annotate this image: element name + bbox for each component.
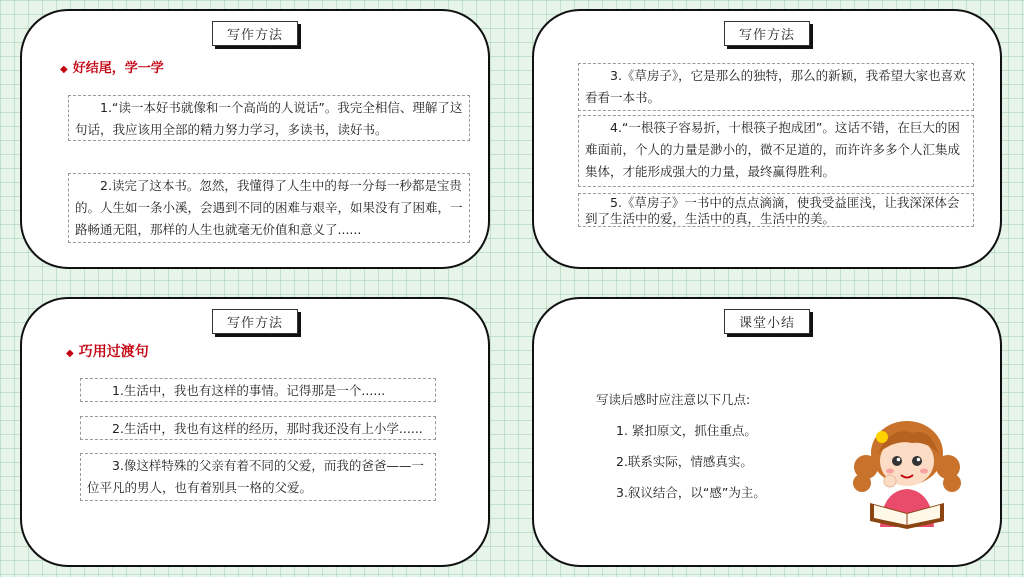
subheading (60, 57, 164, 76)
summary-intro: 写读后感时应注意以下几点: (596, 392, 751, 407)
panel-transition-sentences (20, 297, 490, 567)
panel-title-tag: 写作方法 (212, 21, 298, 46)
panel-good-ending (20, 9, 490, 269)
subheading-text: 好结尾，学一学 (72, 61, 164, 76)
transition-box-1: 1.生活中，我也有这样的事情。记得那是一个...... (80, 378, 436, 402)
panel-good-ending-continued (532, 9, 1002, 269)
panel-title-tag: 写作方法 (724, 21, 810, 46)
summary-point-1: 1. 紧扣原文，抓住重点。 (616, 423, 757, 438)
example-box-5: 5.《草房子》一书中的点点滴滴，使我受益匪浅，让我深深体会到了生活中的爱，生活中的真，生活中的美。 (578, 193, 974, 227)
example-box-4: 4.“一根筷子容易折，十根筷子抱成团”。这话不错，在巨大的困难面前，个人的力量是渺小的，微不足道的，而许许多多个人汇集成集体，才能形成强大的力量，最终赢得胜利。 (578, 115, 974, 187)
diamond-icon: ◆ (60, 64, 68, 75)
subheading-text: 巧用过渡句 (78, 344, 149, 360)
summary-point-2: 2.联系实际，情感真实。 (616, 454, 753, 469)
summary-point-3: 3.叙议结合，以“感”为主。 (616, 485, 766, 500)
reading-girl-illustration (852, 417, 962, 529)
subheading (66, 341, 149, 361)
example-box-1: 1.“读一本好书就像和一个高尚的人说话”。我完全相信、理解了这句话，我应该用全部的精力努力学习，多读书，读好书。 (68, 95, 470, 141)
transition-box-2: 2.生活中，我也有这样的经历，那时我还没有上小学...... (80, 416, 436, 440)
example-box-3: 3.《草房子》，它是那么的独特，那么的新颖，我希望大家也喜欢看看一本书。 (578, 63, 974, 111)
panel-title-tag: 课堂小结 (724, 309, 810, 334)
panel-class-summary (532, 297, 1002, 567)
transition-box-3: 3.像这样特殊的父亲有着不同的父爱，而我的爸爸——一位平凡的男人，也有着别具一格的父爱。 (80, 453, 436, 501)
example-box-2: 2.读完了这本书。忽然，我懂得了人生中的每一分每一秒都是宝贵的。人生如一条小溪，会遇到不同的困难与艰辛，如果没有了困难，一路畅通无阻，那样的人生也就毫无价值和意义了...... (68, 173, 470, 243)
diamond-icon: ◆ (66, 348, 74, 359)
panel-title-tag: 写作方法 (212, 309, 298, 334)
